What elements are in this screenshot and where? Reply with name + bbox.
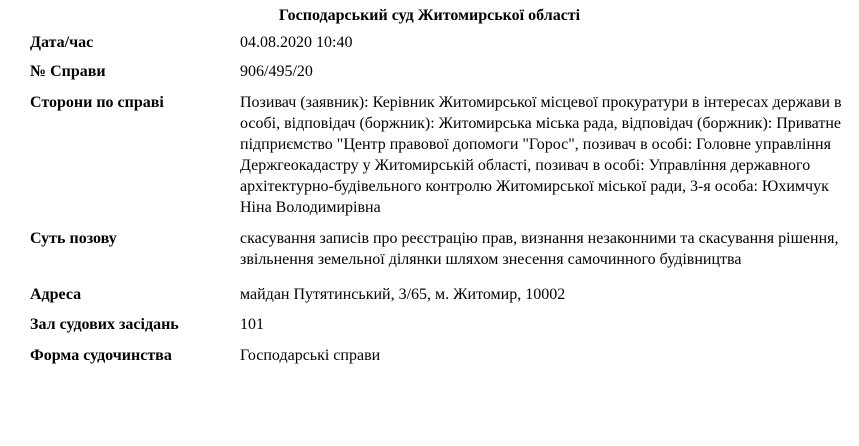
value-address: майдан Путятинський, 3/65, м. Житомир, 10002 bbox=[240, 286, 566, 303]
value-parties: Позивач (заявник): Керівник Житомирської місцевої прокуратури в інтересах держави в особі, відповідач (боржник): Житомирська міська рада, відповідач (боржник): Приватне підприємство "Центр правової допомоги "Горос", позивач в особі: Головне управління Держгеокадастру у Житомирській області, позивач в особі: Управління державного архітектурно-будівельного контролю Житомирської міської ради, 3-я особа: Юхимчук Ніна Володимирівна bbox=[240, 94, 842, 216]
value-courtroom: 101 bbox=[240, 316, 264, 333]
value-datetime: 04.08.2020 10:40 bbox=[240, 34, 353, 51]
label-courtroom: Зал судових засідань bbox=[30, 316, 179, 333]
label-case-number: № Справи bbox=[30, 63, 106, 80]
label-proceeding-form: Форма судочинства bbox=[30, 347, 172, 364]
row-parties bbox=[30, 87, 850, 224]
value-proceeding-form: Господарські справи bbox=[240, 347, 381, 364]
row-datetime bbox=[30, 30, 850, 59]
row-case-number bbox=[30, 59, 850, 87]
value-case-number: 906/495/20 bbox=[240, 63, 313, 80]
value-claim-essence: скасування записів про реєстрацію прав, визнання незаконними та скасування рішення, звільнення земельної ділянки шляхом знесення самочинного будівництва bbox=[240, 230, 839, 268]
court-title: Господарський суд Житомирської області bbox=[278, 7, 581, 24]
row-address bbox=[30, 278, 850, 310]
row-courtroom bbox=[30, 310, 850, 335]
row-proceeding-form bbox=[30, 335, 850, 366]
label-address: Адреса bbox=[30, 286, 82, 303]
label-claim-essence: Суть позову bbox=[30, 230, 117, 247]
hearing-details-table bbox=[30, 30, 850, 366]
label-datetime: Дата/час bbox=[30, 34, 94, 51]
row-claim-essence bbox=[30, 224, 850, 278]
label-parties: Сторони по справі bbox=[30, 94, 164, 111]
